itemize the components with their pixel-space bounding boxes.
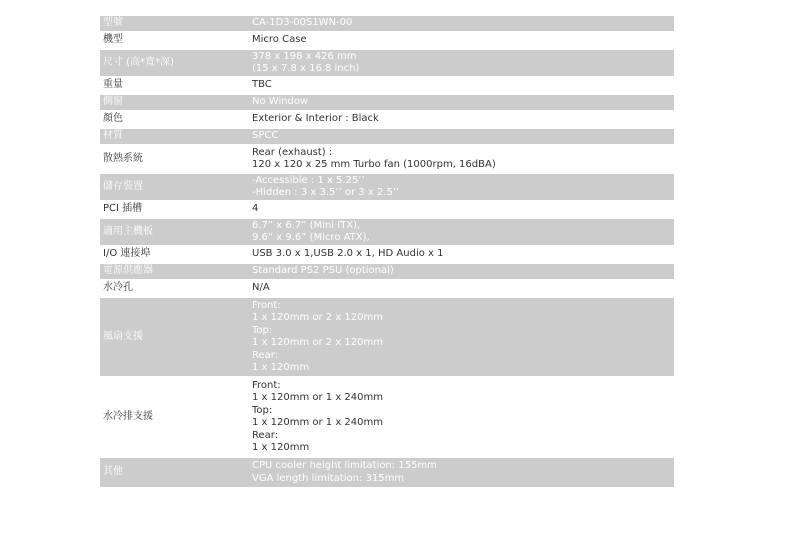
spec-row (100, 378, 674, 456)
spec-row (100, 16, 674, 31)
spec-value (246, 281, 674, 296)
spec-row (100, 50, 674, 76)
spec-value-line: Standard PS2 PSU (optional) (252, 265, 394, 277)
spec-row (100, 219, 674, 245)
spec-row (100, 281, 674, 296)
spec-value (246, 112, 674, 127)
spec-value-line: SPCC (252, 130, 279, 142)
spec-value (246, 33, 674, 48)
spec-label: PCI 插槽 (100, 202, 246, 217)
spec-value-line: 6.7” x 6.7” (Mini ITX), (252, 219, 361, 231)
spec-label: I/O 連接埠 (100, 247, 246, 262)
spec-value (246, 16, 674, 31)
spec-label: 水冷排支援 (100, 378, 246, 456)
spec-value-line: 4 (252, 203, 259, 215)
spec-value-line: Exterior & Interior : Black (252, 113, 379, 125)
spec-value-line: No Window (252, 96, 309, 108)
spec-value-line: Micro Case (252, 34, 307, 46)
spec-label: 材質 (100, 129, 246, 144)
spec-row (100, 202, 674, 217)
spec-row (100, 129, 674, 144)
spec-label: 顏色 (100, 112, 246, 127)
spec-value-line: 1 x 120mm (252, 442, 310, 453)
spec-label: 機型 (100, 33, 246, 48)
spec-row (100, 247, 674, 262)
spec-value-line: -Hidden : 3 x 3.5’’ or 3 x 2.5’’ (252, 187, 400, 198)
spec-value-line: TBC (252, 79, 272, 91)
spec-row (100, 146, 674, 172)
spec-value-line: Top: (252, 324, 273, 336)
spec-value-line: Front: (252, 379, 281, 391)
spec-label: 型號 (100, 16, 246, 31)
spec-row (100, 174, 674, 200)
spec-row (100, 78, 674, 93)
spec-value (246, 247, 674, 262)
spec-value-line: 1 x 120mm or 2 x 120mm (252, 312, 384, 323)
spec-value (246, 264, 674, 279)
spec-value-line: 1 x 120mm or 2 x 120mm (252, 337, 384, 348)
spec-value (246, 298, 674, 376)
spec-row (100, 264, 674, 279)
spec-label: 適用主機板 (100, 219, 246, 245)
spec-label: 重量 (100, 78, 246, 93)
spec-value-line: (15 x 7.8 x 16.8 inch) (252, 63, 360, 74)
spec-value-line: 1 x 120mm (252, 362, 310, 373)
spec-value-line: 1 x 120mm or 1 x 240mm (252, 392, 384, 403)
spec-value (246, 378, 674, 456)
spec-value-line: VGA length limitation: 315mm (252, 472, 405, 484)
spec-value-line: CA-1D3-00S1WN-00 (252, 17, 353, 29)
spec-value (246, 129, 674, 144)
spec-value (246, 219, 674, 245)
spec-label: 尺寸 (高*寬*深) (100, 50, 246, 76)
spec-value-line: 9.6” x 9.6” (Micro ATX), (252, 232, 370, 243)
spec-value-line: 1 x 120mm or 1 x 240mm (252, 417, 384, 428)
spec-value-line: Rear (exhaust) : (252, 146, 333, 158)
spec-value-line: 120 x 120 x 25 mm Turbo fan (1000rpm, 16dBA) (252, 159, 496, 170)
spec-label: 其他 (100, 458, 246, 487)
spec-value-line: Front: (252, 299, 281, 311)
spec-row (100, 298, 674, 376)
spec-row (100, 458, 674, 487)
spec-label: 側窗 (100, 95, 246, 110)
spec-value (246, 174, 674, 200)
spec-label: 電源供應器 (100, 264, 246, 279)
spec-table-body (100, 16, 674, 487)
spec-value (246, 78, 674, 93)
spec-value (246, 95, 674, 110)
spec-value-line: -Accessible : 1 x 5.25’’ (252, 174, 365, 186)
spec-value (246, 50, 674, 76)
spec-value-line: Top: (252, 404, 273, 416)
spec-value-line: 378 x 198 x 426 mm (252, 50, 357, 62)
spec-row (100, 112, 674, 127)
spec-label: 散熱系統 (100, 146, 246, 172)
spec-value (246, 146, 674, 172)
spec-value (246, 458, 674, 487)
spec-value-line: USB 3.0 x 1,USB 2.0 x 1, HD Audio x 1 (252, 248, 444, 260)
spec-value (246, 202, 674, 217)
spec-label: 儲存裝置 (100, 174, 246, 200)
spec-value-line: Rear: (252, 429, 279, 441)
spec-label: 水冷孔 (100, 281, 246, 296)
spec-row (100, 33, 674, 48)
spec-value-line: N/A (252, 282, 270, 294)
spec-table (100, 14, 674, 489)
spec-value-line: Rear: (252, 349, 279, 361)
spec-row (100, 95, 674, 110)
spec-value-line: CPU cooler height limitation: 155mm (252, 460, 437, 471)
spec-label: 風扇支援 (100, 298, 246, 376)
